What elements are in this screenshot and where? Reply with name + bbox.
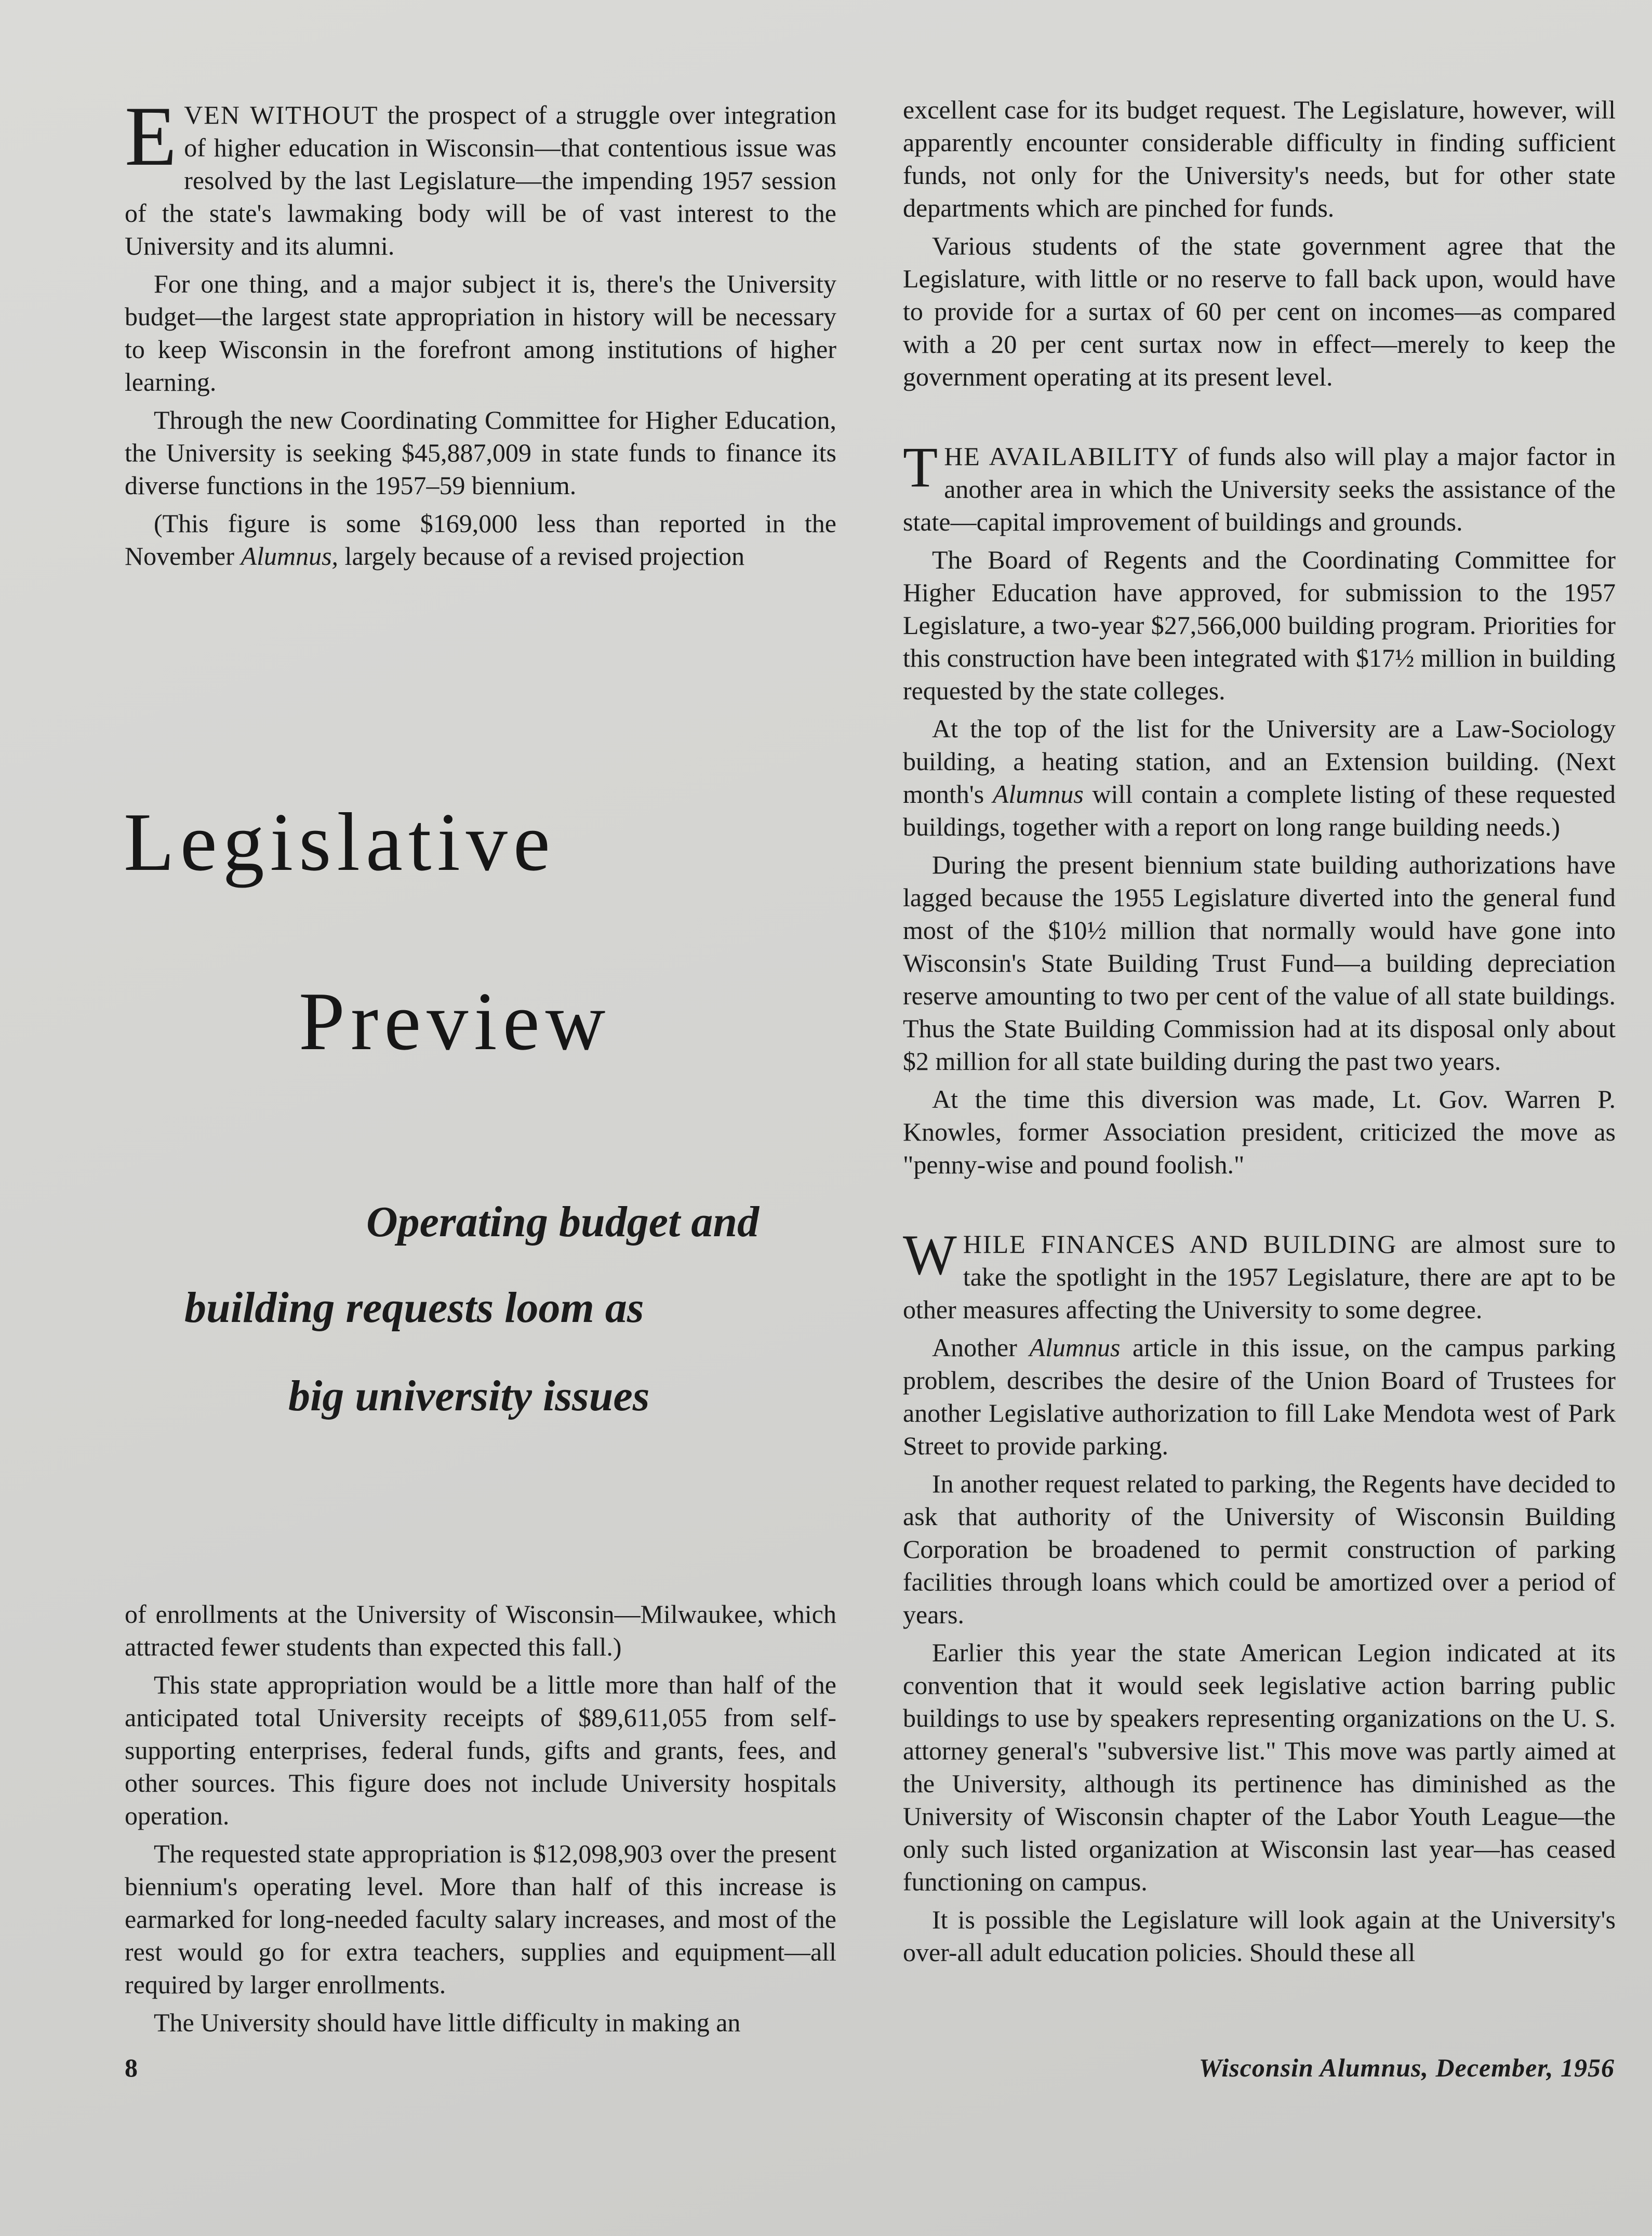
section-gap [903,1186,1616,1228]
paragraph: Earlier this year the state American Legion indicated at its convention that it would seek legislative action barring public buildings to use by speakers representing organizations on the U. S. attorney general's "subversive list." This move was partly aimed at the University, although its pertinence has diminished as the University of Wisconsin chapter of the Labor Youth League—the only such listed organization at Wisconsin last year—has ceased functioning on campus. [903,1638,1616,1896]
paragraph [125,507,836,573]
deck-line-3: big university issues [288,1372,650,1420]
text-run: will contain a complete listing of these requested buildings, together with a report on long range building needs.) [903,779,1616,841]
section-intro-text: are almost sure to take the spotlight in the 1957 Legislature, there are apt to be other measures affecting the University to some degree. [903,1229,1616,1324]
headline-line-1: Legislative [124,796,556,888]
publication-footer: Wisconsin Alumnus, December, 1956 [1198,2053,1615,2082]
italic-run: Alumnus [1029,1333,1121,1362]
italic-run: Alumnus, [241,541,339,571]
intro-paragraph [125,89,836,262]
paragraph: of enrollments at the University of Wisconsin—Milwaukee, which attracted fewer students than expected this fall.) [125,1599,836,1661]
paragraph: Various students of the state government agree that the Legislature, with little or no reserve to fall back upon, would have to provide for a surtax of 60 per cent on incomes—as compared with a 20 per cent surtax now in effect—merely to keep the government operating at its present level. [903,231,1616,391]
paragraph: This state appropriation would be a little more than half of the anticipated total University receipts of $89,611,055 from self-supporting enterprises, federal funds, gifts and grants, fees, and other sources. This figure does not include University hospitals operation. [125,1670,836,1830]
page-number: 8 [125,2053,138,2082]
drop-cap-e: E [125,89,177,183]
text-run: article in this issue, on the campus parking problem, describes the desire of the Union Board of Trustees for another Legislative authorization to fill Lake Mendota west of Park Street to provide parking. [903,1333,1616,1460]
section-gap [903,399,1616,440]
text-run: Another [932,1333,1030,1362]
lead-in-caps: VEN WITHOUT [184,100,379,129]
deck-line-2: building requests loom as [184,1284,644,1332]
paragraph: excellent case for its budget request. The Legislature, however, will apparently encounter considerable difficulty in finding sufficient funds, not only for the University's needs, but for other state departments which are pinched for funds. [903,95,1616,222]
italic-run: Alumnus [992,779,1084,809]
lead-in-caps: HILE FINANCES AND BUILDING [963,1229,1397,1259]
section-intro-text: of funds also will play a major factor in another area in which the University seeks the assistance of the state—capital improvement of buildings and grounds. [903,442,1616,536]
drop-cap-w: W [903,1223,957,1287]
left-column-top [125,89,836,578]
text-run: largely because of a revised projection [338,541,745,571]
drop-cap-t: T [903,435,938,499]
text-run: (This figure is some $169,000 less than reported in the November [125,509,836,571]
paragraph: Through the new Coordinating Committee for Higher Education, the University is seeking $45,887,009 in state funds to finance its diverse functions in the 1957–59 biennium. [125,405,836,500]
paragraph: The requested state appropriation is $12,098,903 over the present biennium's operating level. More than half of this increase is earmarked for long-needed faculty salary increases, and most of the rest would go for extra teachers, supplies and equipment—all required by larger enrollments. [125,1839,836,1999]
deck-line-1: Operating budget and [366,1198,760,1246]
paragraph [903,1331,1616,1462]
paragraph: For one thing, and a major subject it is, there's the University budget—the largest state appropriation in history will be necessary to keep Wisconsin in the forefront among institutions of higher learning. [125,269,836,396]
right-column [903,94,1616,1974]
left-column-bottom [125,1598,836,2044]
headline-line-2: Preview [299,975,611,1067]
paragraph: At the time this diversion was made, Lt. Gov. Warren P. Knowles, former Association president, criticized the move as "penny-wise and pound foolish." [903,1084,1616,1179]
paragraph [903,712,1616,843]
paragraph: The Board of Regents and the Coordinating Committee for Higher Education have approved, for submission to the 1957 Legislature, a two-year $27,566,000 building program. Priorities for this construction have been integrated with $17½ million in building requested by the state colleges. [903,545,1616,705]
lead-in-caps: HE AVAILABILITY [944,442,1180,471]
paragraph: In another request related to parking, the Regents have decided to ask that authority of the University of Wisconsin Building Corporation be broadened to permit construction of parking facilities through loans which could be amortized over a period of years. [903,1469,1616,1629]
paragraph: The University should have little difficulty in making an [154,2008,741,2037]
paragraph: During the present biennium state building authorizations have lagged because the 1955 Legislature diverted into the general fund most of the $10½ million that normally would have gone into Wisconsin's State Building Trust Fund—a building depreciation reserve amounting to two per cent of the value of all state buildings. Thus the State Building Commission had at its disposal only about $2 million for all state building during the past two years. [903,850,1616,1076]
intro-text: the prospect of a struggle over integration of higher education in Wisconsin—that contentious issue was resolved by the last Legislature—the impending 1957 session of the state's lawmaking body will be of vast interest to the University and its alumni. [125,100,836,260]
section-intro-paragraph [903,435,1616,538]
paragraph: It is possible the Legislature will look again at the University's over-all adult education policies. Should these all [903,1905,1616,1967]
text-run: At the top of the list for the University are a Law-Sociology building, a heating station, and an Extension building. (Next month's [903,714,1616,809]
section-intro-paragraph [903,1223,1616,1326]
